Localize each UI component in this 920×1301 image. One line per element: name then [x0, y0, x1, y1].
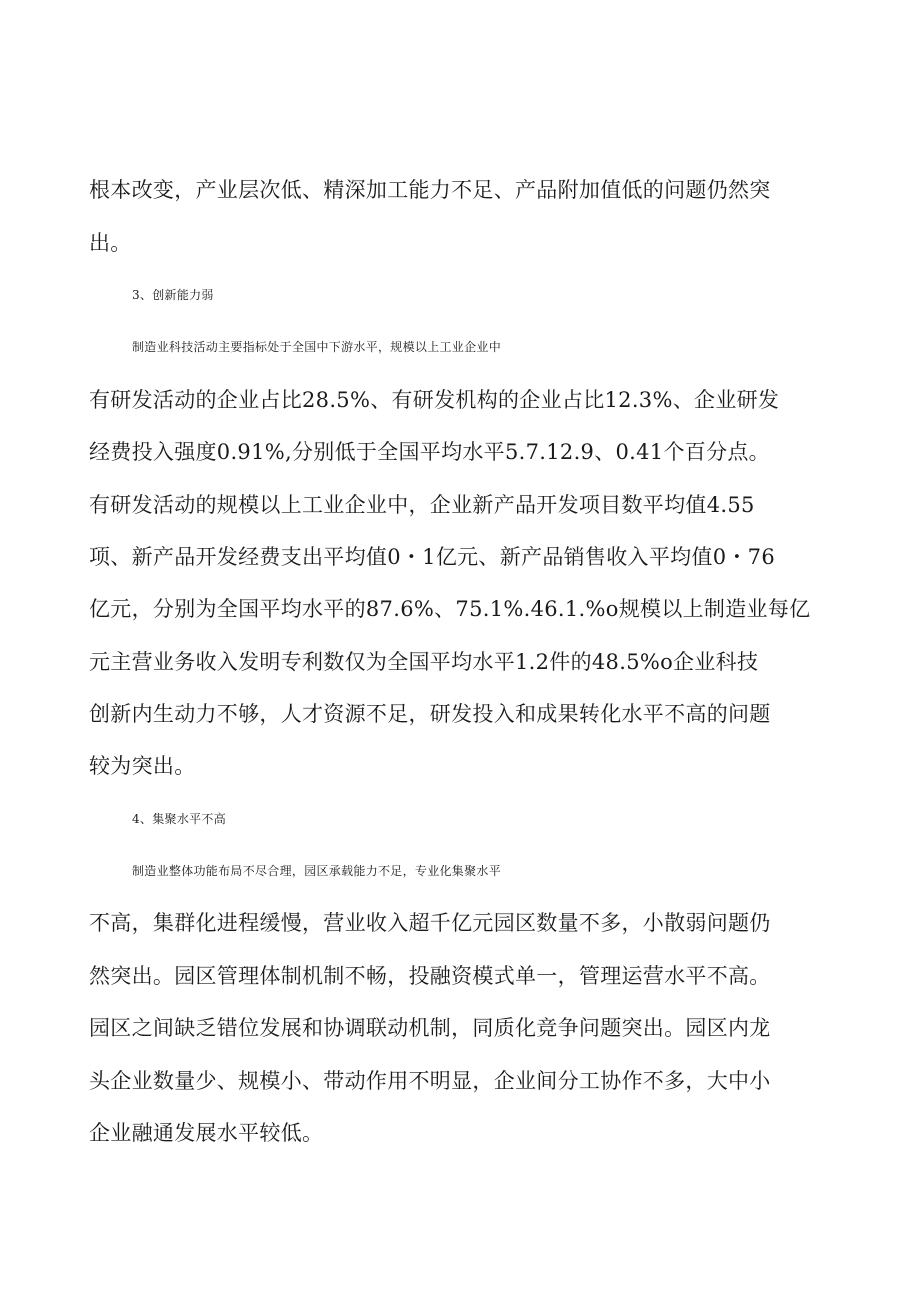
text-line: 头企业数量少、规模小、带动作用不明显，企业间分工协作不多，大中小 [89, 1069, 771, 1093]
text-line: 较为突出。 [89, 754, 196, 778]
text-line: 根本改变，产业层次低、精深加工能力不足、产品附加值低的问题仍然突 [89, 178, 771, 202]
text-line: 出。 [89, 231, 132, 255]
text-line: 有研发活动的规模以上工业企业中，企业新产品开发项目数平均值4.55 [89, 493, 755, 517]
text-line: 企业融通发展水平较低。 [89, 1121, 324, 1145]
text-line: 园区之间缺乏错位发展和协调联动机制，同质化竞争问题突出。园区内龙 [89, 1016, 771, 1040]
text-line: 然突出。园区管理体制机制不畅，投融资模式单一，管理运营水平不高。 [89, 964, 771, 988]
text-line: 有研发活动的企业占比28.5%、有研发机构的企业占比12.3%、企业研发 [89, 388, 780, 412]
text-line: 制造业科技活动主要指标处于全国中下游水平，规模以上工业企业中 [132, 340, 502, 354]
text-line: 创新内生动力不够，人才资源不足，研发投入和成果转化水平不高的问题 [89, 702, 771, 726]
text-line: 不高，集群化进程缓慢，营业收入超千亿元园区数量不多，小散弱问题仍 [89, 911, 771, 935]
text-line: 制造业整体功能布局不尽合理，园区承载能力不足，专业化集聚水平 [132, 864, 502, 878]
text-line: 项、新产品开发经费支出平均值0・1亿元、新产品销售收入平均值0・76 [89, 545, 776, 569]
text-line: 亿元，分别为全国平均水平的87.6%、75.1%.46.1.%o规模以上制造业每亿 [89, 597, 811, 621]
section-heading: 3、创新能力弱 [132, 288, 214, 302]
text-line: 经费投入强度0.91%,分别低于全国平均水平5.7.12.9、0.41个百分点。 [89, 440, 770, 464]
section-heading: 4、集聚水平不高 [132, 812, 227, 826]
text-line: 元主营业务收入发明专利数仅为全国平均水平1.2件的48.5%o企业科技 [89, 650, 759, 674]
